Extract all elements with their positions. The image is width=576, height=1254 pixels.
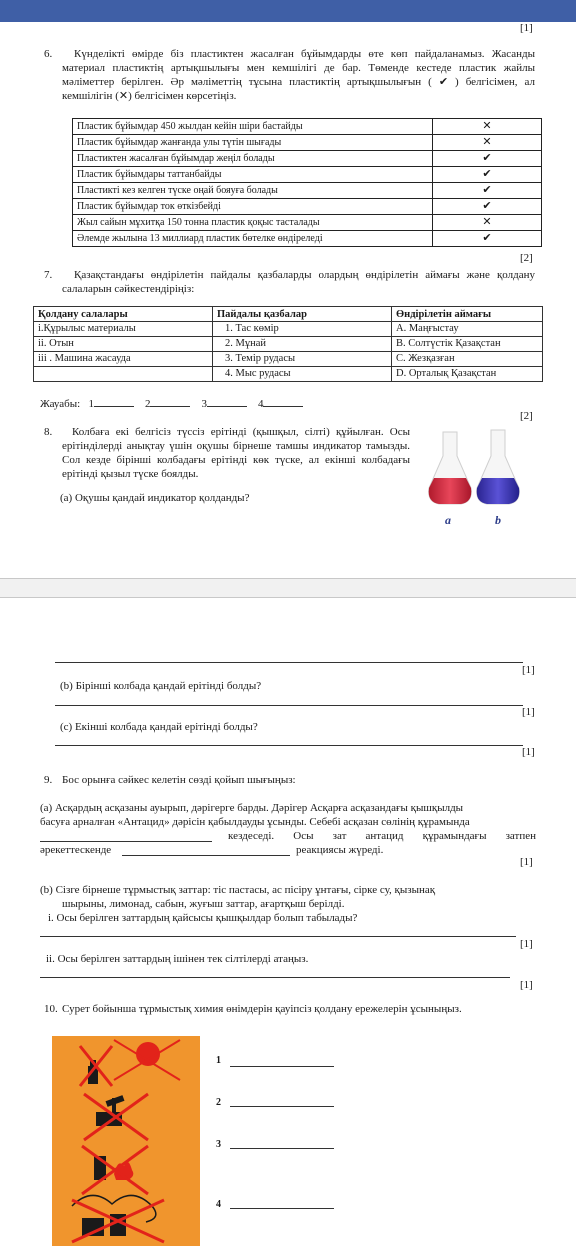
check-icon[interactable]: ✔ [433, 231, 542, 247]
score-mark: [1] [522, 706, 535, 718]
q9b-line2: шырыны, лимонад, сабын, жуғыш заттар, ағартқыш берілді. [62, 898, 345, 910]
answer-blank[interactable] [122, 855, 290, 856]
q8-part-b: (b) Бірінші колбада қандай ерітінді болды? [60, 680, 262, 692]
answer-label: Жауабы: [40, 398, 81, 410]
answer-blank[interactable] [94, 406, 134, 407]
check-icon[interactable]: ✔ [433, 199, 542, 215]
q9b-line1: (b) Сізге бірнеше тұрмыстық заттар: тіс пастасы, ас пісіру ұнтағы, сірке су, қызынақ [40, 884, 436, 896]
q7-text: Қазақстандағы өндірілетін пайдалы қазбаларды олардың өндірілетін аймағы және қолдану салаларын сәйкестендіріңіз: [62, 269, 535, 295]
score-mark: [2] [520, 252, 533, 264]
answer-line[interactable] [55, 705, 523, 706]
answer-num: 2 [144, 398, 151, 410]
q9a-line1: (a) Асқардың асқазаны ауырып, дәрігерге барды. Дәрігер Асқарға асқазандағы қышқылды [40, 802, 464, 814]
plastic-row [73, 183, 542, 199]
region-cell: C. Жезқазған [392, 352, 543, 367]
score-mark: [1] [520, 979, 533, 991]
plastic-statement: Әлемде жылына 13 миллиард пластик бөтелке өндіреледі [73, 231, 433, 247]
region-cell: A. Маңғыстау [392, 322, 543, 337]
plastic-row [73, 231, 542, 247]
cross-icon[interactable]: ✕ [433, 215, 542, 231]
answer-line[interactable] [55, 662, 523, 663]
cross-icon[interactable]: ✕ [433, 119, 542, 135]
q9b-i: i. Осы берілген заттардың қайсысы қышқылдар болып табылады? [48, 912, 358, 924]
check-icon[interactable]: ✔ [433, 183, 542, 199]
header-usage: Қолдану салалары [34, 307, 213, 322]
q8-part-c: (c) Екінші колбада қандай ерітінді болды? [60, 721, 258, 733]
plastic-row [73, 215, 542, 231]
q8-part-a: (a) Оқушы қандай индикатор қолданды? [60, 492, 250, 504]
usage-cell: iii . Машина жасауда [34, 352, 213, 367]
q8-number: 8. [44, 426, 53, 438]
flask-b [477, 430, 520, 504]
header-minerals: Пайдалы қазбалар [213, 307, 392, 322]
q6-text: Күнделікті өмірде біз пластиктен жасалған бұйымдарды өте көп пайдаланамыз. Жасанды материал пластиктің артықшылығы мен кемшілігі де бар. Төменде кестеде пластик жайлы мәліметтер берілген. Әр мәліметтің тұсына пластиктің артықшылығын ( ✔ ) белгісімен, ал кемшілігін (✕) белгісімен көрсетіңіз. [62, 48, 535, 102]
answer-line[interactable] [55, 745, 523, 746]
answer-blank[interactable] [150, 406, 190, 407]
answer-blank[interactable] [40, 841, 212, 842]
page-separator [0, 578, 576, 598]
score-mark: [1] [522, 664, 535, 676]
q9a-line4b: реакциясы жүреді. [296, 844, 384, 856]
plastic-statement: Пластик бұйымдары таттанбайды [73, 167, 433, 183]
score-mark: [1] [520, 856, 533, 868]
plastic-row [73, 167, 542, 183]
check-icon[interactable]: ✔ [433, 167, 542, 183]
mineral-cell: 1. Тас көмір [213, 322, 392, 337]
q9a-line2: басуға арналған «Антацид» дәрісін қабылдауды ұсынды. Себебі асқазан сөлінің құрамында [40, 816, 470, 828]
plastic-row [73, 119, 542, 135]
answer-line[interactable] [230, 1208, 334, 1209]
answer-line[interactable] [40, 936, 516, 937]
rule-num: 3 [216, 1139, 221, 1150]
answer-num: 3 [201, 398, 207, 410]
answer-line[interactable] [230, 1106, 334, 1107]
score-mark: [1] [520, 938, 533, 950]
plastic-statement: Жыл сайын мұхитқа 150 тонна пластик қоқыс тасталады [73, 215, 433, 231]
minerals-row [34, 352, 543, 367]
q9-number: 9. [44, 774, 53, 786]
plastic-statement: Пластик бұйымдар жанғанда улы түтін шығады [73, 135, 433, 151]
answer-num: 1 [88, 398, 94, 410]
mineral-cell: 2. Мұнай [213, 337, 392, 352]
header-region: Өндірілетін аймағы [392, 307, 543, 322]
q10-number: 10. [44, 1003, 58, 1015]
top-banner [0, 0, 576, 22]
answer-line[interactable] [40, 977, 510, 978]
score-mark: [2] [520, 410, 533, 422]
plastic-statement: Пластикті кез келген түске оңай бояуға болады [73, 183, 433, 199]
usage-cell: ii. Отын [34, 337, 213, 352]
q7-number: 7. [44, 269, 53, 281]
minerals-row [34, 337, 543, 352]
q9b-ii: ii. Осы берілген заттардың ішінен тек сілтілерді атаңыз. [46, 953, 309, 965]
flasks-figure [425, 426, 530, 531]
check-icon[interactable]: ✔ [433, 151, 542, 167]
answer-line[interactable] [230, 1148, 334, 1149]
flask-a [429, 432, 472, 504]
minerals-table [33, 306, 543, 382]
answer-num: 4 [257, 398, 264, 410]
plastic-row [73, 135, 542, 151]
mineral-cell: 3. Темір рудасы [213, 352, 392, 367]
cross-icon[interactable]: ✕ [433, 135, 542, 151]
flask-a-label: a [445, 513, 451, 527]
usage-cell [34, 367, 213, 382]
answer-line[interactable] [230, 1066, 334, 1067]
score-mark: [1] [522, 746, 535, 758]
score-mark: [1] [520, 22, 533, 34]
q9-title: Бос орынға сәйкес келетін сөзді қойып шығыңыз: [62, 774, 296, 786]
usage-cell: i.Құрылыс материалы [34, 322, 213, 337]
plastic-row [73, 151, 542, 167]
plastic-table [72, 118, 542, 247]
rule-num: 2 [216, 1097, 221, 1108]
q9a-line4a: әрекеттескенде [40, 844, 112, 856]
q9a-line3: кездеседі. Осы зат антацид құрамындағы затпен [228, 830, 536, 842]
answer-blank[interactable] [263, 406, 303, 407]
rule-num: 4 [216, 1199, 221, 1210]
safety-rules-picture [52, 1036, 200, 1246]
minerals-row [34, 322, 543, 337]
region-cell: D. Орталық Қазақстан [392, 367, 543, 382]
plastic-statement: Пластик бұйымдар ток өткізбейді [73, 199, 433, 215]
q6-number: 6. [44, 48, 53, 60]
flask-b-label: b [495, 513, 501, 527]
minerals-row [34, 367, 543, 382]
mineral-cell: 4. Мыс рудасы [213, 367, 392, 382]
plastic-row [73, 199, 542, 215]
rule-num: 1 [216, 1055, 221, 1066]
plastic-statement: Пластик бұйымдар 450 жылдан кейін шіри бастайды [73, 119, 433, 135]
region-cell: B. Солтүстік Қазақстан [392, 337, 543, 352]
answer-row [40, 397, 340, 411]
q10-text: Сурет бойынша тұрмыстық химия өнімдерін қауіпсіз қолдану ережелерін ұсыныңыз. [62, 1003, 462, 1015]
answer-blank[interactable] [207, 406, 247, 407]
q8-text: Колбаға екі белгісіз түссіз ерітінді (қышқыл, сілті) құйылған. Осы ерітінділерді анықтау үшін оқушы бірнеше тамшы индикатор тамызды. Сол кезде бірінші колбадағы ерітінді көк түске, ал екінші колбадағы ерітінді қызыл түске боялды. [62, 426, 410, 480]
plastic-statement: Пластиктен жасалған бұйымдар жеңіл болады [73, 151, 433, 167]
